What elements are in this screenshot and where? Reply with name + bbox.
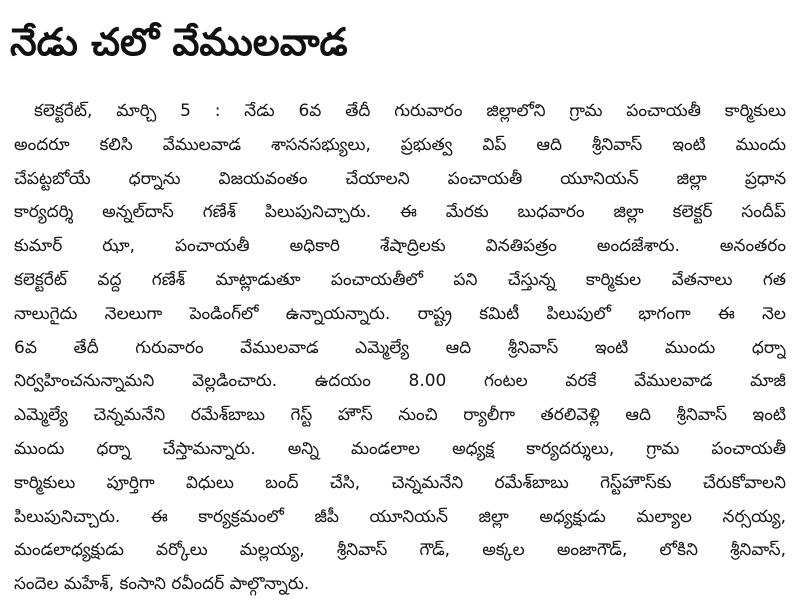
article-line: పిలుపునిచ్చారు. ఈ కార్యక్రమంలో జీపీ యూనియన్ జిల్లా అధ్యక్షుడు మల్యాల నర్సయ్య,	[14, 506, 786, 527]
article-line: నాలుగైదు నెలలుగా పెండింగ్‌లో ఉన్నాయన్నారు. రాష్ట్ర కమిటీ పిలుపులో భాగంగా ఈ నెల	[14, 303, 786, 324]
article-line: కార్మికులు పూర్తిగా విధులు బంద్ చేసి, చెన్నమనేని రమేశ్‌బాబు గెస్ట్‌హౌస్‌కు చేరుకోవాలని	[14, 472, 786, 493]
article-line: నిర్వహించనున్నామని వెల్లడించారు. ఉదయం 8.00 గంటల వరకే వేములవాడ మాజీ	[14, 371, 786, 392]
article-line: ఎమ్మెల్యే చెన్నమనేని రమేశ్‌బాబు గెస్ట్ హౌస్ నుంచి ర్యాలీగా తరలివెళ్లి ఆది శ్రీనివాస్ ఇంటి	[14, 405, 786, 426]
article-line: కుమార్ ఝా, పంచాయతీ అధికారి శేషాద్రిలకు వినతిపత్రం అందజేశారు. అనంతరం	[14, 236, 786, 257]
article-line: 6వ తేదీ గురువారం వేములవాడ ఎమ్మెల్యే ఆది శ్రీనివాస్ ఇంటి ముందు ధర్నా	[14, 337, 786, 358]
article-line: ముందు ధర్నా చేస్తామన్నారు. అన్ని మండలాల అధ్యక్ష కార్యదర్శులు, గ్రామ పంచాయతీ	[14, 438, 786, 459]
article-line: కలెక్టరేట్, మార్చి 5 : నేడు 6వ తేదీ గురువారం జిల్లాలోని గ్రామ పంచాయతీ కార్మికులు	[34, 101, 786, 121]
article-line: సందెల మహేశ్, కంసాని రవీందర్ పాల్గొన్నారు.	[14, 574, 310, 595]
article-line: కలెక్టరేట్ వద్ద గణేశ్ మాట్లాడుతూ పంచాయతీలో పని చేస్తున్న కార్మికుల వేతనాలు గత	[14, 269, 786, 290]
headline: నేడు చలో వేములవాడ	[10, 20, 348, 64]
article-line: చేపట్టబోయే ధర్నాను విజయవంతం చేయాలని పంచాయతీ యూనియన్ జిల్లా ప్రధాన	[14, 168, 786, 189]
article-body	[14, 95, 786, 602]
article-line: మండలాధ్యక్షుడు వర్కోలు మల్లయ్య, శ్రీనివాస్ గౌడ్, అక్కల అంజాగౌడ్, లోకిని శ్రీనివాస్,	[14, 540, 786, 561]
article-line: అందరూ కలిసి వేములవాడ శాసనసభ్యులు, ప్రభుత్వ విప్ ఆది శ్రీనివాస్ ఇంటి ముందు	[14, 134, 786, 155]
article-line: కార్యదర్శి అన్నల్‌దాస్ గణేశ్ పిలుపునిచ్చారు. ఈ మేరకు బుధవారం జిల్లా కలెక్టర్ సందీప్	[14, 202, 786, 223]
